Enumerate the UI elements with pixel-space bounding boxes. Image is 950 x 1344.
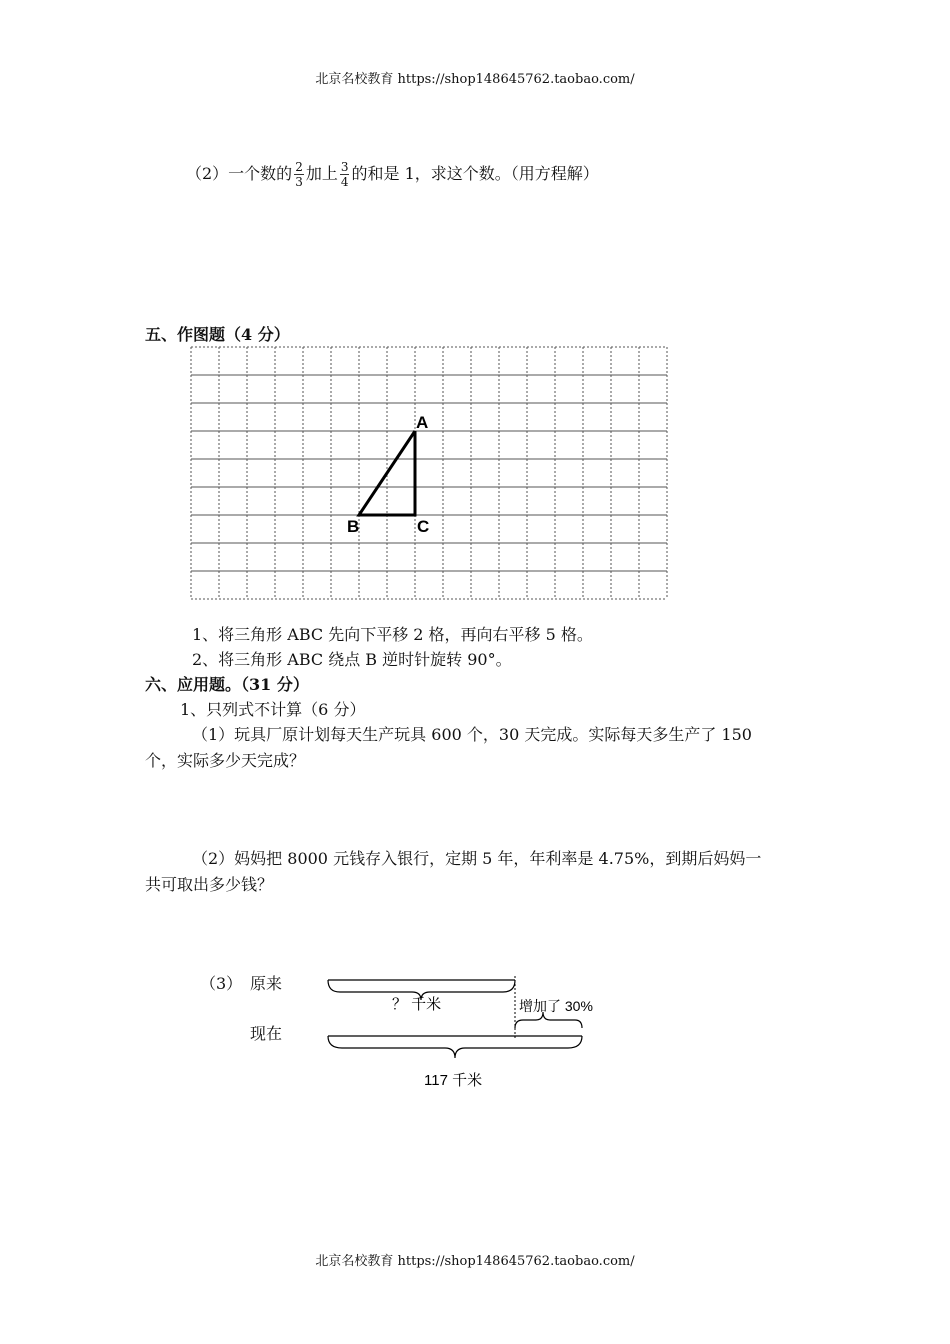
q3-label: （3） [200, 974, 243, 993]
vertex-label-c: C [417, 517, 430, 536]
increase-label: 增加了 30% [519, 998, 593, 1014]
section6-title: 六、应用题。（31 分） [145, 675, 309, 694]
fraction-three-quarters [340, 160, 350, 189]
q2-suffix: 的和是 1，求这个数。（用方程解） [351, 164, 599, 183]
q3-now-label: 现在 [250, 1024, 283, 1043]
q2-line1: （2）妈妈把 8000 元钱存入银行，定期 5 年，年利率是 4.75%，到期后妈妈一 [192, 849, 762, 868]
section5-task1: 1、将三角形 ABC 先向下平移 2 格，再向右平移 5 格。 [192, 625, 593, 644]
frac1-denominator: 3 [295, 175, 303, 189]
drawing-grid [188, 345, 670, 601]
q2-middle: 加上 [305, 164, 338, 183]
now-brace [328, 1036, 582, 1058]
page-header: 北京名校教育 https://shop148645762.taobao.com/ [315, 72, 635, 87]
q3-original-label: 原来 [250, 974, 283, 993]
q2-prefix: （2）一个数的 [186, 164, 293, 183]
vertex-label-b: B [347, 517, 360, 536]
frac2-denominator: 4 [340, 175, 349, 189]
total-label: 117 千米 [424, 1072, 483, 1089]
grid-lines [191, 347, 667, 599]
increase-brace [515, 1012, 582, 1028]
line-segment-diagram [320, 970, 610, 1095]
page-footer: 北京名校教育 https://shop148645762.taobao.com/ [315, 1254, 635, 1269]
section5-task2: 2、将三角形 ABC 绕点 B 逆时针旋转 90°。 [192, 650, 512, 669]
vertex-label-a: A [416, 413, 429, 432]
section6-sub1: 1、只列式不计算（6 分） [180, 700, 366, 719]
q1-line1: （1）玩具厂原计划每天生产玩具 600 个，30 天完成。实际每天多生产了 150 [192, 725, 752, 744]
q2-line2: 共可取出多少钱？ [145, 875, 274, 894]
q1-line2: 个，实际多少天完成？ [145, 751, 306, 770]
frac1-numerator: 2 [295, 160, 303, 174]
problem-q2 [186, 156, 599, 192]
fraction-two-thirds [294, 160, 304, 189]
frac2-numerator: 3 [340, 160, 349, 174]
unknown-label: ？ 千米 [392, 996, 442, 1013]
section5-title: 五、作图题（4 分） [145, 325, 290, 344]
